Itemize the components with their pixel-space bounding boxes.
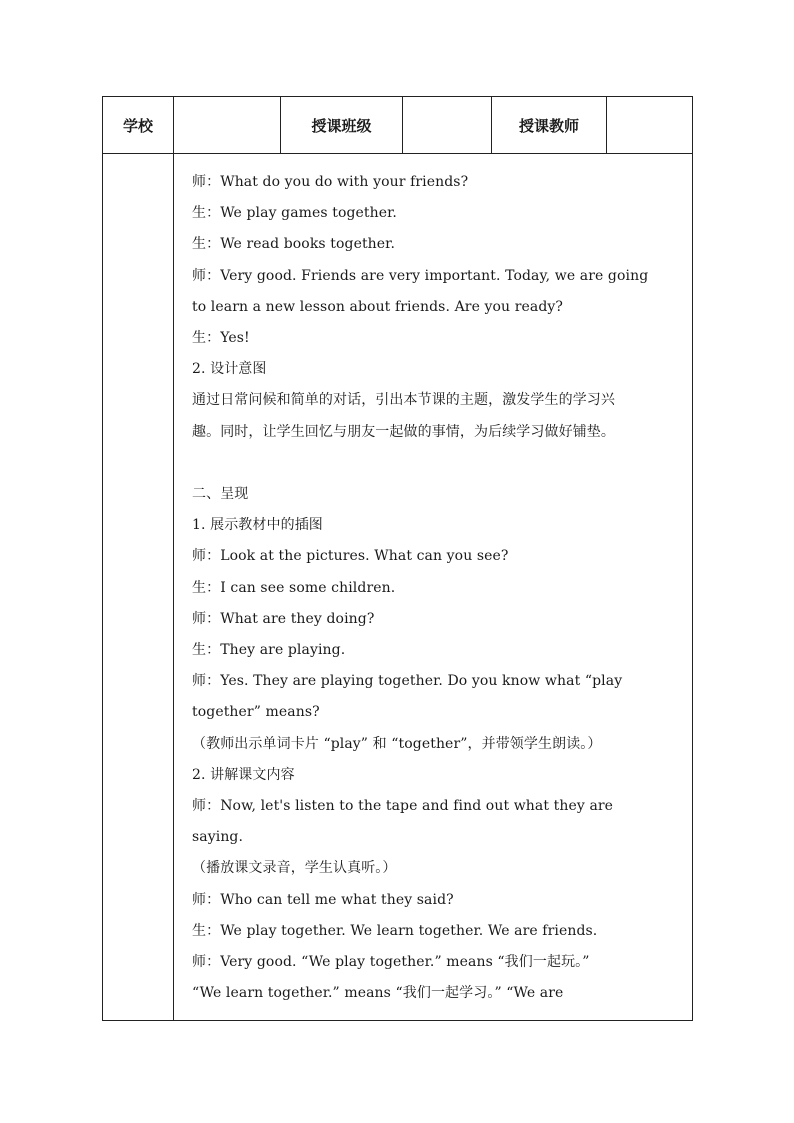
content-line: 通过日常问候和简单的对话，引出本节课的主题，激发学生的学习兴 (192, 392, 615, 409)
left-margin-cell (103, 154, 174, 1021)
content-line: 师：Now, let's listen to the tape and find out what they are (192, 798, 614, 815)
content-line: saying. (192, 829, 244, 846)
content-line: together” means? (192, 704, 320, 721)
blank-line (192, 448, 678, 479)
content-line: 生：We play together. We learn together. We are friends. (192, 922, 598, 939)
content-line: 1. 展示教材中的插图 (192, 517, 323, 534)
content-line: 师：What are they doing? (192, 610, 375, 627)
content-line: “We learn together.” means “我们一起学习。” “We are (192, 985, 564, 1002)
content-line: （播放课文录音，学生认真听。） (192, 860, 397, 877)
lesson-content (174, 154, 692, 1020)
content-line: 生：We read books together. (192, 236, 395, 253)
content-line: 生：They are playing. (192, 642, 346, 659)
lesson-plan-table (102, 96, 693, 1021)
header-row (103, 97, 693, 154)
content-cell (174, 154, 693, 1021)
content-line: 生：I can see some children. (192, 579, 396, 596)
content-line: 生：Yes! (192, 330, 250, 347)
content-line: 趣。同时，让学生回忆与朋友一起做的事情，为后续学习做好铺垫。 (192, 423, 615, 440)
class-value-cell[interactable] (403, 97, 492, 154)
content-line: 师：Look at the pictures. What can you see? (192, 548, 509, 565)
school-label: 学校 (103, 97, 174, 154)
teacher-label: 授课教师 (492, 97, 607, 154)
class-label: 授课班级 (281, 97, 403, 154)
content-row (103, 154, 693, 1021)
content-line: to learn a new lesson about friends. Are you ready? (192, 298, 564, 315)
content-line: 师：Yes. They are playing together. Do you know what “play (192, 673, 623, 690)
teacher-value-cell[interactable] (607, 97, 693, 154)
content-line: （教师出示单词卡片 “play” 和 “together”，并带领学生朗读。） (192, 735, 602, 752)
school-value-cell[interactable] (174, 97, 281, 154)
content-line: 师：Who can tell me what they said? (192, 891, 454, 908)
content-line: 师：What do you do with your friends? (192, 174, 469, 190)
content-line: 师：Very good. “We play together.” means “我们一起玩。” (192, 954, 590, 971)
content-line: 2. 讲解课文内容 (192, 766, 295, 783)
section-heading: 二、呈现 (192, 486, 249, 503)
content-line: 生：We play games together. (192, 205, 397, 222)
content-line: 2. 设计意图 (192, 361, 267, 378)
content-line: 师：Very good. Friends are very important. Today, we are going (192, 267, 649, 284)
